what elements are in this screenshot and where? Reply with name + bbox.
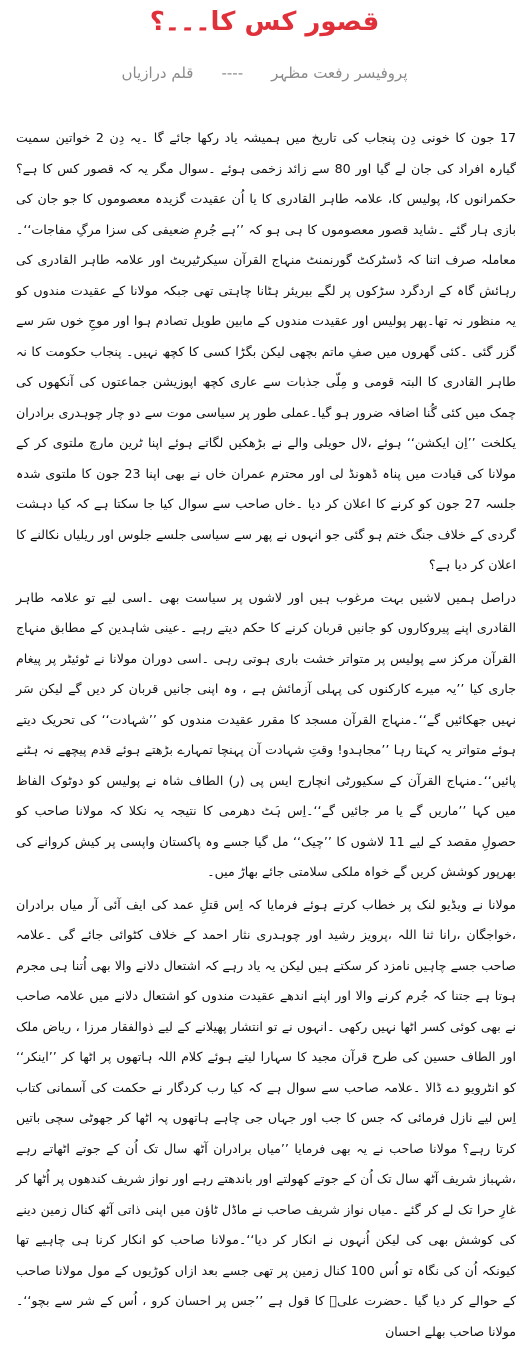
byline [0, 60, 529, 86]
article-title: قصور کس کا۔۔۔؟ [149, 7, 380, 37]
article-paragraph: مولانا نے ویڈیو لنک پر خطاب کرتے ہوئے فرمایا کہ اِس قتلِ عمد کی ایف آئی آر میاں برادران ،خواجگان ،رانا ثنا اللہ ،پرویز رشید اور چوہدری نثار احمد کے خلاف کٹوائی جائے گی ۔علامہ صاحب جسے چاہیں نامزد کر سکتے ہیں لیکن یہ یاد رہے کہ اشتعال دلانے والا بھی اُتنا ہی مجرم ہوتا ہے جتنا کہ جُرم کرنے والا اور اپنے اندھے عقیدت مندوں کو اشتعال دلانے میں علامہ صاحب نے بھی کوئی کسر اٹھا نہیں رکھی ۔انہوں نے تو انتشار پھیلانے کے لیے ذوالفقار مرزا ، ریاض ملک اور الطاف حسین کی طرح قرآن مجید کا سہارا لیتے ہوئے کلام اللہ ہاتھوں پر اٹھا کر ’’اینکر‘‘ کو انٹرویو دے ڈالا ۔علامہ صاحب سے سوال ہے کہ کیا رب کردگار نے حکمت کی آسمانی کتاب اِس لیے نازل فرمائی کہ جس کا جب اور جہاں جی چاہے ہاتھوں پہ اٹھا کر جھوٹی سچی باتیں کرتا رہے؟ مولانا صاحب نے یہ بھی فرمایا ’’میاں برادران آٹھ سال تک اُن کے جوتے اٹھاتے رہے ،شہباز شریف آٹھ سال تک اُن کے جوتے کھولتے اور باندھتے رہے اور نواز شریف کندھوں پر اُٹھا کر غارِ حرا تک لے کر گئے ۔میاں نواز شریف صاحب نے ماڈل ٹاؤن میں اپنی ذاتی آٹھ کنال زمین دینے کی کوشش بھی کی لیکن اُنہوں نے انکار کر دیا‘‘۔مولانا صاحب کو انکار کرنا ہی چاہیے تھا کیونکہ اُن کی نگاہ تو اُس 100 کنال زمین پر تھی جسے بعد ازاں کوڑیوں کے مول مولانا صاحب کے حوالے کر دیا گیا ۔حضرت علیؓ کا قول ہے ’’جس پر احسان کرو ، اُس کے شر سے بچو‘‘۔مولانا صاحب بھلے احسان [16, 896, 517, 1339]
byline-separator: ---- [221, 64, 244, 82]
column-name: قلم درازیاں [121, 64, 194, 82]
author-name: پروفیسر رفعت مظہر [271, 64, 408, 82]
article-paragraph: 17 جون کا خونی دِن پنجاب کی تاریخ میں ہمیشہ یاد رکھا جائے گا ۔یہ دِن 2 خواتین سمیت گیارہ افراد کی جان لے گیا اور 80 سے زائد زخمی ہوئے ۔سوال مگر یہ کہ قصور کس کا ہے؟ حکمرانوں کا، پولیس کا، علامہ طاہر القادری کا یا اُن عقیدت گزیدہ معصوموں کا جو جان کی بازی ہار گئے ۔شاید قصور معصوموں کا ہی ہو کہ ’’ہے جُرمِ ضعیفی کی سزا مرگِ مفاجات‘‘۔معاملہ صرف اتنا کہ ڈسٹرکٹ گورنمنٹ منہاج القرآن سیکرٹیریٹ اور علامہ طاہر القادری کی رہائش گاہ کے اردگرد سڑکوں پر لگے بیریئر ہٹانا چاہتی تھی جبکہ مولانا کے عقیدت مندوں کو یہ منظور نہ تھا۔پھر پولیس اور عقیدت مندوں کے مابین طویل تصادم ہوا اور موجِ خوں سَر سے گزر گئی ۔کئی گھروں میں صفِ ماتم بچھی لیکن بگڑا کسی کا کچھ نہیں۔ پنجاب حکومت کا نہ طاہر القادری کا البتہ قومی و مِلّی جذبات سے عاری کچھ اپوزیشن جماعتوں کی آنکھوں کی چمک میں کئی گُنا اضافہ ضرور ہو گیا۔عملی طور پر سیاسی موت سے دو چار چوہدری برادران یکلخت ’’اِن ایکشن‘‘ ہوئے ،لال حویلی والے نے بڑھکیں لگاتے ہوئے اپنا ٹرین مارچ ملتوی کر کے مولانا کی قیادت میں پناہ ڈھونڈ لی اور محترم عمران خاں نے بھی اپنا 23 جون کا ملتوی شدہ جلسہ 27 جون کو کرنے کا اعلان کر دیا ۔خاں صاحب سے سوال کیا جا سکتا ہے کہ کیا دہشت گردی کے خلاف جنگ ختم ہو گئی جو انہوں نے پھر سے سیاسی جلسے جلوس اور ریلیاں نکالنے کا اعلان کر دیا ہے؟ [16, 130, 516, 572]
article-paragraph: دراصل ہمیں لاشیں بہت مرغوب ہیں اور لاشوں پر سیاست بھی ۔اسی لیے تو علامہ طاہر القادری اپنے پیروکاروں کو جانیں قربان کرنے کا حکم دیتے رہے ۔عینی شاہدین کے مطابق منہاج القرآن مرکز سے پولیس پر متواتر خشت باری ہوتی رہی ۔اسی دوران مولانا نے ٹوئیٹر پر پیغام جاری کیا ’’یہ میرے کارکنوں کی پہلی آزمائش ہے ، وہ اپنی جانیں قربان کر دیں گے لیکن سَر نہیں جھکائیں گے‘‘۔منہاج القرآن مسجد کا مقرر عقیدت مندوں کو ’’شہادت‘‘ کی تحریک دیتے ہوئے متواتر یہ کہتا رہا ’’مجاہدو! وقتِ شہادت آن پہنچا تمہارے بڑھتے ہوئے قدم پیچھے نہ ہٹنے پائیں‘‘۔منہاج القرآن کے سکیورٹی انچارج ایس پی (ر) الطاف شاہ نے پولیس کو دوٹوک الفاظ میں کہا ’’ماریں گے یا مر جائیں گے‘‘۔اِس ہَٹ دھرمی کا نتیجہ یہ نکلا کہ مولانا صاحب کو حصولِ مقصد کے لیے 11 لاشوں کا ’’چیک‘‘ مل گیا جسے وہ پاکستان واپسی پر کیش کروانے کی بھرپور کوشش کریں گے خواہ ملکی سلامتی جائے بھاڑ میں۔ [16, 589, 516, 879]
article-body [16, 123, 516, 1349]
